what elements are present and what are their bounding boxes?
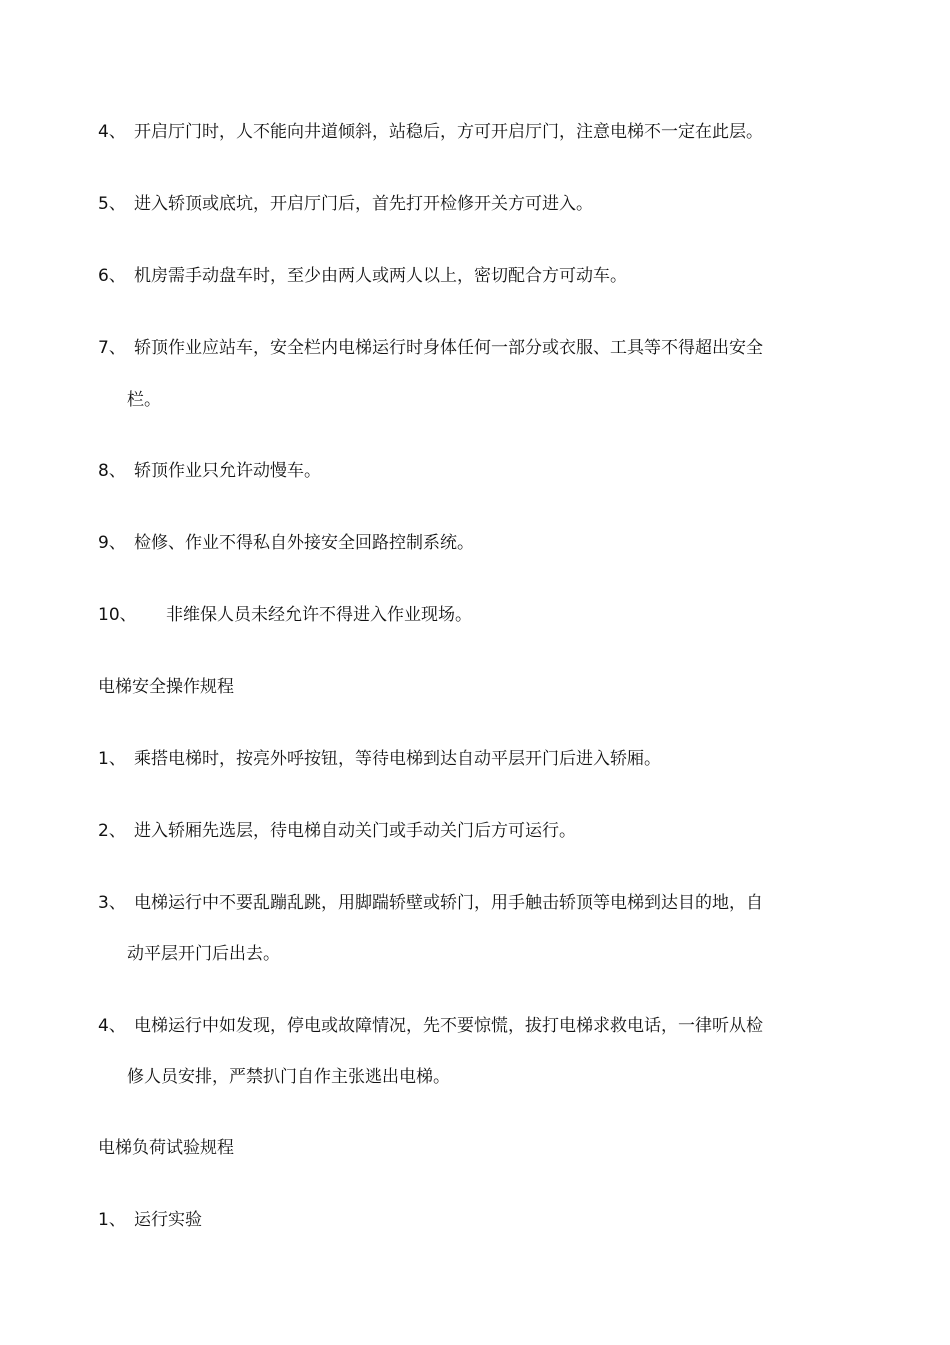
list-item bbox=[98, 891, 763, 915]
item-text: 轿顶作业应站车，安全栏内电梯运行时身体任何一部分或衣服、工具等不得超出安全 bbox=[134, 338, 763, 358]
item-continuation: 动平层开门后出去。 bbox=[127, 944, 280, 964]
item-number: 4、 bbox=[98, 122, 126, 142]
item-number: 3、 bbox=[98, 893, 126, 913]
item-number: 7、 bbox=[98, 338, 126, 358]
list-item bbox=[98, 819, 576, 843]
list-item bbox=[98, 120, 763, 144]
item-text: 电梯运行中如发现，停电或故障情况，先不要惊慌，拔打电梯求救电话，一律听从检 bbox=[134, 1016, 763, 1036]
list-item bbox=[98, 1014, 763, 1038]
item-number: 8、 bbox=[98, 461, 126, 481]
list-item bbox=[98, 264, 627, 288]
section-heading: 电梯安全操作规程 bbox=[98, 677, 234, 697]
list-item bbox=[98, 336, 763, 360]
list-item bbox=[98, 1208, 202, 1232]
section-heading: 电梯负荷试验规程 bbox=[98, 1138, 234, 1158]
item-text: 轿顶作业只允许动慢车。 bbox=[134, 461, 321, 481]
item-continuation: 修人员安排，严禁扒门自作主张逃出电梯。 bbox=[127, 1067, 450, 1087]
item-continuation: 栏。 bbox=[127, 390, 161, 410]
item-text: 乘搭电梯时，按亮外呼按钮，等待电梯到达自动平层开门后进入轿厢。 bbox=[134, 749, 661, 769]
item-text: 机房需手动盘车时，至少由两人或两人以上，密切配合方可动车。 bbox=[134, 266, 627, 286]
item-number: 1、 bbox=[98, 1210, 126, 1230]
item-text: 非维保人员未经允许不得进入作业现场。 bbox=[166, 605, 472, 625]
item-text: 开启厅门时，人不能向井道倾斜，站稳后，方可开启厅门，注意电梯不一定在此层。 bbox=[134, 122, 763, 142]
list-item bbox=[98, 603, 472, 627]
item-number: 9、 bbox=[98, 533, 126, 553]
list-item bbox=[98, 459, 321, 483]
item-text: 运行实验 bbox=[134, 1210, 202, 1230]
item-number: 10、 bbox=[98, 605, 137, 625]
list-item bbox=[98, 531, 474, 555]
item-number: 5、 bbox=[98, 194, 126, 214]
item-text: 进入轿顶或底坑，开启厅门后，首先打开检修开关方可进入。 bbox=[134, 194, 593, 214]
item-text: 电梯运行中不要乱蹦乱跳，用脚踹轿壁或轿门，用手触击轿顶等电梯到达目的地，自 bbox=[134, 893, 763, 913]
item-number: 6、 bbox=[98, 266, 126, 286]
item-text: 进入轿厢先选层，待电梯自动关门或手动关门后方可运行。 bbox=[134, 821, 576, 841]
list-item bbox=[98, 747, 661, 771]
item-text: 检修、作业不得私自外接安全回路控制系统。 bbox=[134, 533, 474, 553]
item-number: 4、 bbox=[98, 1016, 126, 1036]
item-number: 1、 bbox=[98, 749, 126, 769]
list-item bbox=[98, 192, 593, 216]
item-number: 2、 bbox=[98, 821, 126, 841]
